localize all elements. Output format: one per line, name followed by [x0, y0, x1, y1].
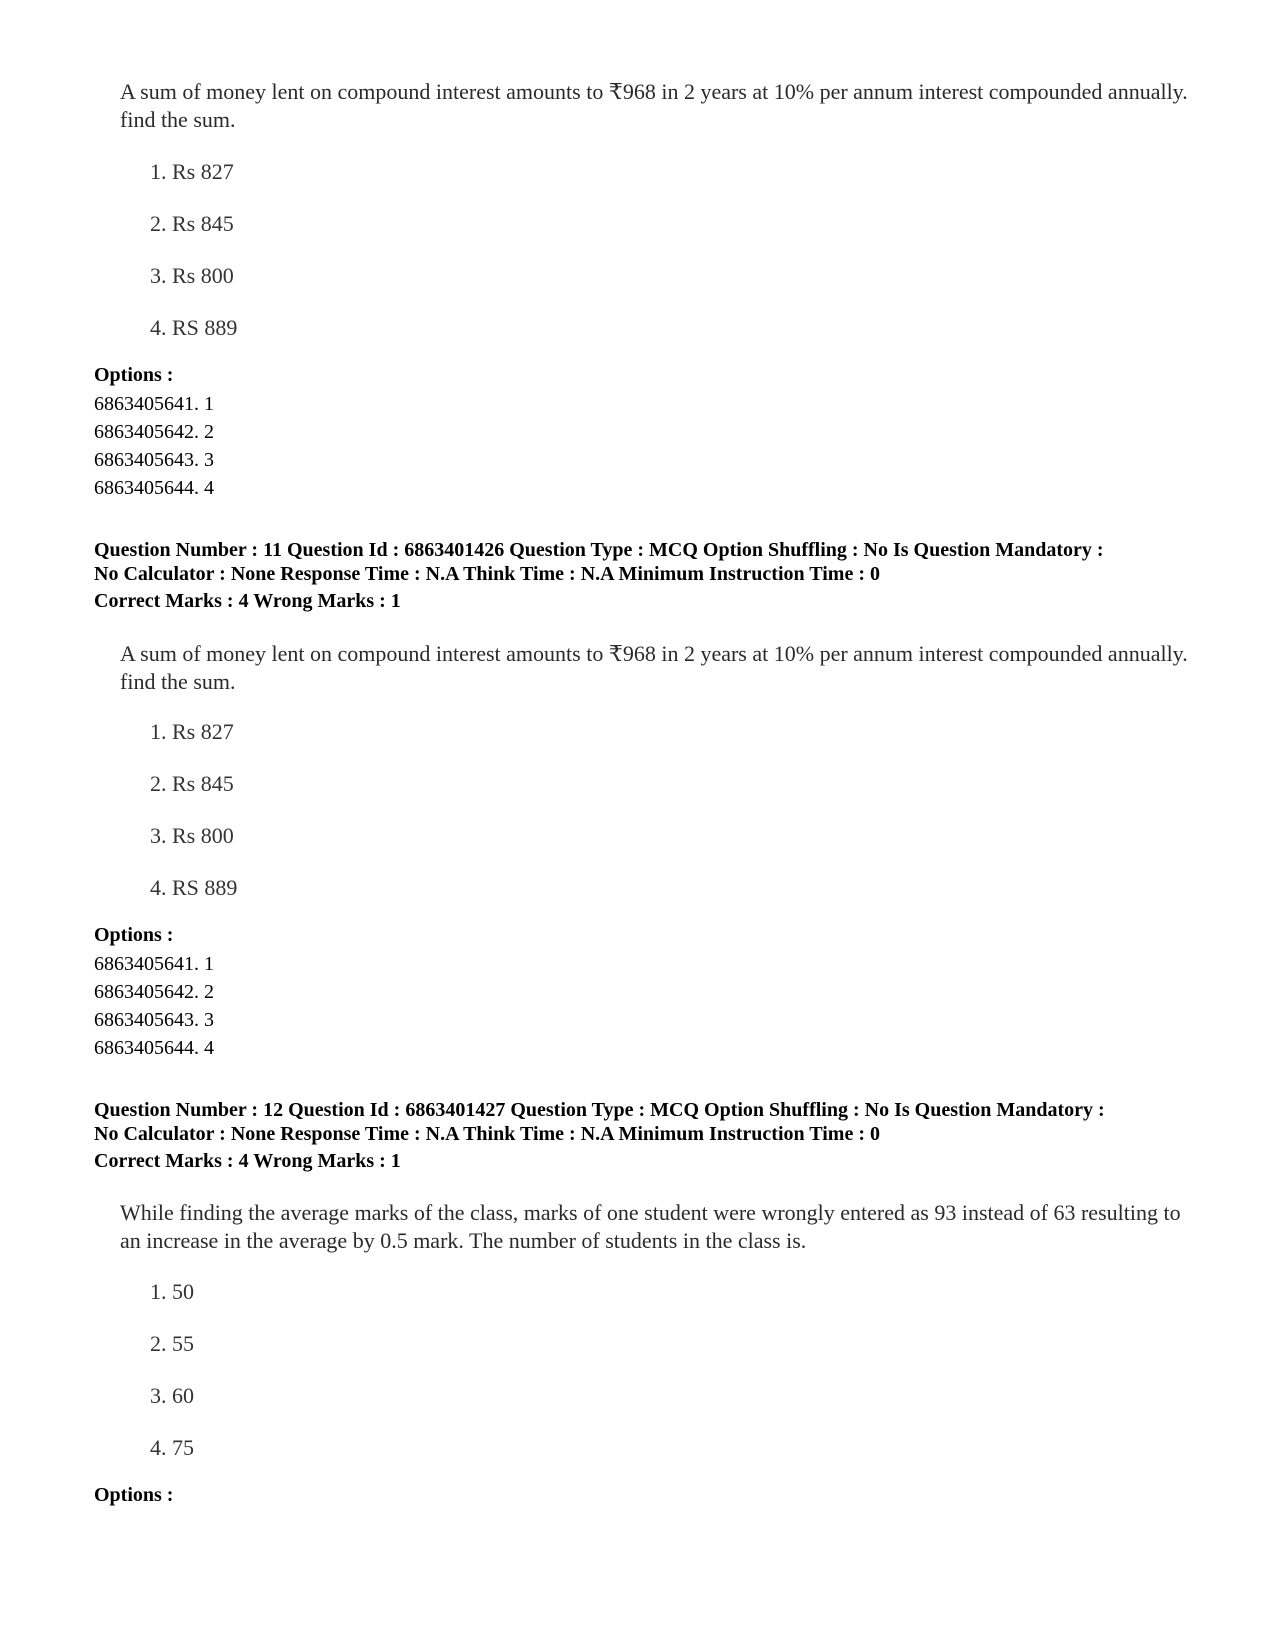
q10-options-label: Options : — [94, 364, 174, 386]
q11-question-text: A sum of money lent on compound interest amounts to ₹968 in 2 years at 10% per annum interest compounded annually. find the sum. — [120, 641, 1188, 694]
q10-choice-1: 1. Rs 827 — [150, 159, 234, 184]
q10-choices — [120, 78, 1190, 358]
q12-choice-4: 4. 75 — [150, 1435, 194, 1460]
q11-choice-4: 4. RS 889 — [150, 875, 238, 900]
q12-meta — [94, 1098, 1194, 1146]
q11-choice-3: 3. Rs 800 — [150, 823, 234, 848]
q12-options-label: Options : — [94, 1484, 174, 1506]
q10-option-id-4: 6863405644. 4 — [94, 477, 214, 499]
q11-options-label: Options : — [94, 924, 174, 946]
q10-question-text: A sum of money lent on compound interest amounts to ₹968 in 2 years at 10% per annum interest compounded annually. find the sum. — [120, 79, 1188, 132]
q11-option-id-3: 6863405643. 3 — [94, 1009, 214, 1031]
q11-option-id-4: 6863405644. 4 — [94, 1037, 214, 1059]
q10-choice-2: 2. Rs 845 — [150, 211, 234, 236]
q10-option-id-2: 6863405642. 2 — [94, 421, 214, 443]
q11-meta-line-2: No Calculator : None Response Time : N.A Think Time : N.A Minimum Instruction Time : 0 — [94, 563, 880, 585]
q12-choice-3: 3. 60 — [150, 1383, 194, 1408]
q10-choice-4: 4. RS 889 — [150, 315, 238, 340]
q11-marks: Correct Marks : 4 Wrong Marks : 1 — [94, 590, 401, 612]
q12-choice-1: 1. 50 — [150, 1279, 194, 1304]
q10-choice-3: 3. Rs 800 — [150, 263, 234, 288]
q12-meta-line-1: Question Number : 12 Question Id : 6863401427 Question Type : MCQ Option Shuffling : No Is Question Mandatory : — [94, 1099, 1105, 1121]
q11-meta-line-1: Question Number : 11 Question Id : 6863401426 Question Type : MCQ Option Shuffling : No Is Question Mandatory : — [94, 539, 1104, 561]
q11-choice-1: 1. Rs 827 — [150, 719, 234, 744]
q11-option-id-1: 6863405641. 1 — [94, 953, 214, 975]
q11-choices — [120, 640, 1190, 920]
q10-option-id-1: 6863405641. 1 — [94, 393, 214, 415]
q11-option-id-2: 6863405642. 2 — [94, 981, 214, 1003]
q12-marks: Correct Marks : 4 Wrong Marks : 1 — [94, 1150, 401, 1172]
q12-choice-2: 2. 55 — [150, 1331, 194, 1356]
q12-question-text: While finding the average marks of the class, marks of one student were wrongly entered as 93 instead of 63 resulting to an increase in the average by 0.5 mark. The number of students in the class is. — [120, 1200, 1181, 1253]
q12-meta-line-2: No Calculator : None Response Time : N.A Think Time : N.A Minimum Instruction Time : 0 — [94, 1123, 880, 1145]
q11-choice-2: 2. Rs 845 — [150, 771, 234, 796]
q10-option-id-3: 6863405643. 3 — [94, 449, 214, 471]
q11-meta — [94, 538, 1194, 586]
q12-choices — [120, 1199, 1190, 1479]
